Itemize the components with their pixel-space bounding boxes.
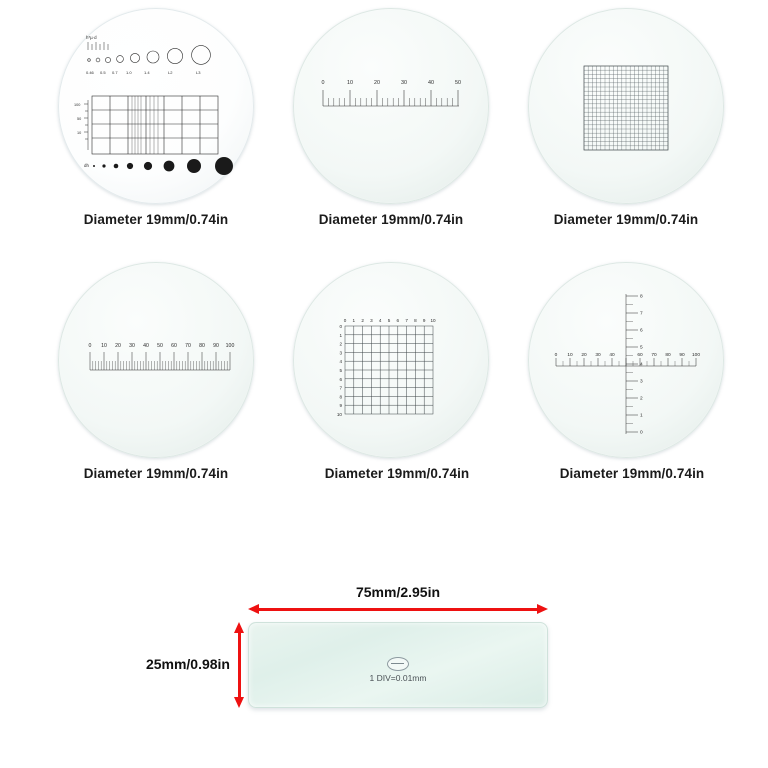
- svg-text:50: 50: [77, 117, 82, 121]
- slide-engraving-text: 1 DIV=0.01mm: [369, 673, 427, 683]
- reticle-caption: Diameter 19mm/0.74in: [83, 466, 229, 481]
- svg-text:10: 10: [101, 343, 107, 349]
- svg-text:4: 4: [378, 318, 382, 323]
- combined-scale-artwork: [58, 8, 254, 204]
- svg-text:100: 100: [691, 353, 701, 358]
- svg-text:3: 3: [370, 318, 373, 323]
- svg-text:6: 6: [640, 328, 643, 334]
- reticle-caption: Diameter 19mm/0.74in: [553, 212, 699, 227]
- svg-text:0: 0: [554, 353, 558, 358]
- svg-text:30: 30: [129, 343, 135, 349]
- svg-text:5: 5: [339, 368, 342, 373]
- arrow-head-down-icon: [234, 697, 244, 708]
- svg-text:10: 10: [347, 80, 353, 86]
- svg-text:4: 4: [339, 359, 342, 365]
- reticle-card-numbered-grid: [265, 254, 521, 524]
- svg-text:60: 60: [637, 353, 643, 358]
- reticle-disc-linear-0-50: [293, 8, 489, 204]
- svg-text:L3: L3: [196, 70, 201, 75]
- combined-top-title: h*µ·d: [86, 35, 97, 40]
- svg-text:40: 40: [609, 353, 615, 358]
- svg-text:80: 80: [665, 353, 671, 358]
- slide-height-label: 25mm/0.98in: [145, 656, 230, 672]
- svg-text:5: 5: [640, 345, 643, 351]
- crosshair-scale-artwork: [528, 262, 724, 458]
- linear-scale-0-50-artwork: [293, 8, 489, 204]
- svg-text:5: 5: [387, 318, 391, 323]
- reticle-disc-fine-grid: [528, 8, 724, 204]
- combined-row-label: dh: [84, 163, 89, 168]
- svg-text:70: 70: [651, 353, 657, 358]
- svg-text:10: 10: [77, 131, 82, 135]
- svg-text:0: 0: [88, 343, 92, 349]
- svg-text:7: 7: [339, 385, 342, 391]
- numbered-grid-artwork: [293, 262, 489, 458]
- slide-width-label: 75mm/2.95in: [355, 584, 441, 600]
- svg-text:30: 30: [401, 80, 407, 86]
- svg-text:3: 3: [640, 379, 643, 385]
- svg-text:1: 1: [640, 413, 643, 419]
- svg-text:50: 50: [157, 343, 163, 349]
- slide-height-arrow: [234, 622, 244, 708]
- arrow-bar: [258, 608, 538, 611]
- fine-grid-artwork: [528, 8, 724, 204]
- svg-text:0.5: 0.5: [100, 70, 106, 75]
- svg-text:6: 6: [339, 376, 342, 382]
- reticle-disc-crosshair: [528, 262, 724, 458]
- svg-text:L2: L2: [168, 70, 173, 75]
- svg-text:0: 0: [343, 318, 347, 323]
- svg-text:80: 80: [199, 343, 205, 349]
- svg-text:1: 1: [339, 332, 342, 338]
- svg-text:8: 8: [414, 318, 417, 323]
- svg-text:0: 0: [321, 80, 325, 86]
- svg-text:8: 8: [640, 294, 643, 300]
- slide-width-arrow: [248, 604, 548, 614]
- svg-text:0: 0: [640, 430, 643, 436]
- svg-text:70: 70: [185, 343, 191, 349]
- svg-text:1: 1: [352, 318, 356, 323]
- svg-text:0.46: 0.46: [86, 70, 94, 75]
- svg-text:9: 9: [339, 403, 342, 409]
- svg-text:3: 3: [339, 350, 342, 356]
- svg-text:2: 2: [640, 396, 643, 402]
- svg-text:90: 90: [213, 343, 219, 349]
- svg-text:40: 40: [143, 343, 149, 349]
- calibration-slide: [248, 622, 548, 708]
- svg-text:30: 30: [595, 353, 601, 358]
- reticle-caption: Diameter 19mm/0.74in: [324, 466, 470, 481]
- arrow-bar: [238, 632, 241, 698]
- reticle-caption: Diameter 19mm/0.74in: [318, 212, 464, 227]
- svg-text:10: 10: [567, 353, 573, 358]
- svg-text:10: 10: [430, 318, 436, 323]
- reticle-card-linear-0-50: [265, 0, 521, 270]
- reticle-caption: Diameter 19mm/0.74in: [559, 466, 705, 481]
- reticle-card-linear-0-100: [30, 254, 286, 524]
- svg-text:0.7: 0.7: [112, 70, 118, 75]
- arrow-head-right-icon: [537, 604, 548, 614]
- svg-text:2: 2: [361, 318, 364, 323]
- reticle-caption: Diameter 19mm/0.74in: [83, 212, 229, 227]
- svg-text:6: 6: [396, 318, 400, 323]
- svg-text:20: 20: [374, 80, 380, 86]
- svg-text:0: 0: [339, 324, 342, 329]
- reticle-card-crosshair: [500, 254, 756, 524]
- svg-text:8: 8: [339, 394, 342, 400]
- svg-text:10: 10: [336, 412, 342, 417]
- svg-text:7: 7: [640, 311, 643, 317]
- svg-text:100: 100: [225, 343, 235, 349]
- svg-text:4: 4: [640, 362, 643, 368]
- svg-text:1.0: 1.0: [126, 70, 132, 75]
- reticle-card-combined-scale: [30, 0, 286, 270]
- reticle-disc-linear-0-100: [58, 262, 254, 458]
- reticle-card-fine-grid: [500, 0, 756, 270]
- slide-reticle-marker-icon: [387, 657, 409, 671]
- svg-text:100: 100: [74, 103, 81, 107]
- svg-text:20: 20: [581, 353, 587, 358]
- svg-text:2: 2: [339, 341, 342, 347]
- svg-text:1.4: 1.4: [144, 70, 150, 75]
- svg-text:60: 60: [171, 343, 177, 349]
- reticle-disc-numbered-grid: [293, 262, 489, 458]
- reticle-disc-combined-scale: [58, 8, 254, 204]
- svg-text:90: 90: [679, 353, 685, 358]
- svg-text:40: 40: [428, 80, 434, 86]
- svg-text:20: 20: [115, 343, 121, 349]
- svg-text:7: 7: [405, 318, 408, 323]
- svg-text:9: 9: [422, 318, 426, 323]
- svg-text:50: 50: [455, 80, 461, 86]
- linear-scale-0-100-artwork: [58, 262, 254, 458]
- calibration-slide-section: [0, 560, 768, 768]
